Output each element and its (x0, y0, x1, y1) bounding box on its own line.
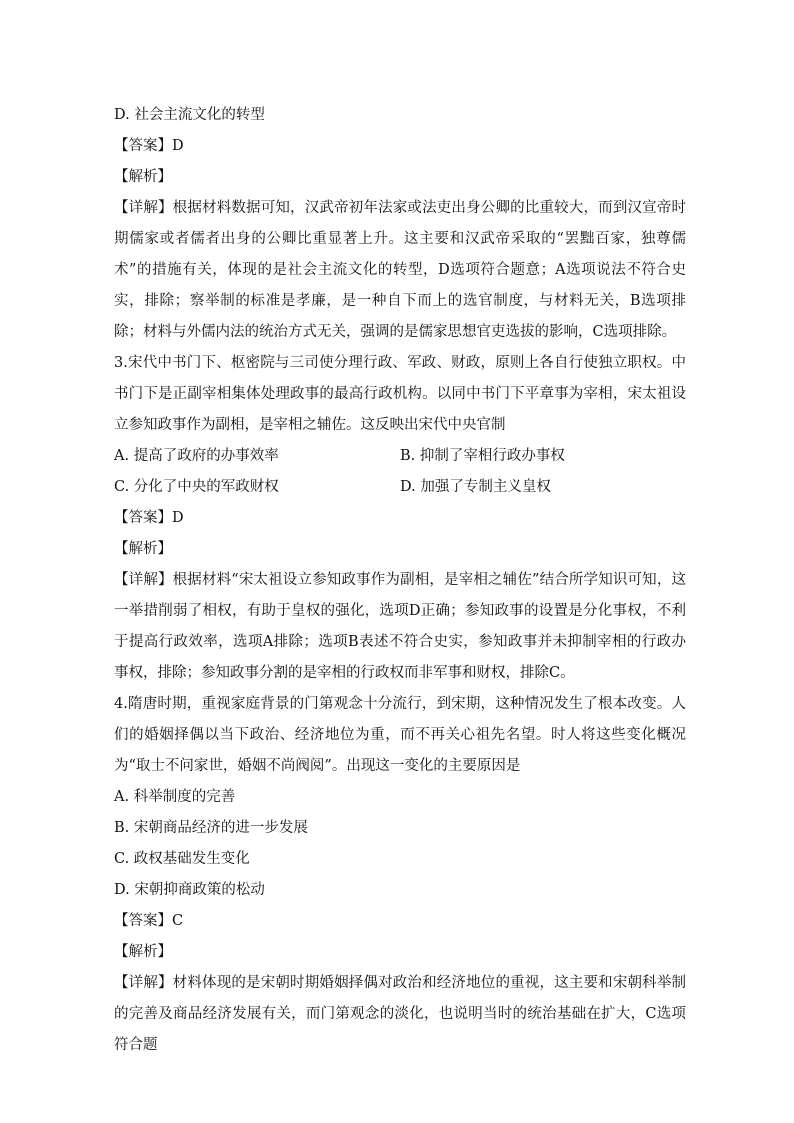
q3-option-a: A. 提高了政府的办事效率 (114, 448, 279, 464)
q3-option-d: D. 加强了专制主义皇权 (400, 479, 551, 495)
q4-option-d: D. 宋朝抑商政策的松动 (114, 882, 265, 898)
q4-option-b: B. 宋朝商品经济的进一步发展 (114, 820, 308, 836)
q3-answer: 【答案】D (114, 510, 184, 526)
q3-detail: 【详解】根据材料“宋太祖设立参知政事作为副相，是宰相之辅佐”结合所学知识可知，这一举措削弱了相权，有助于皇权的强化，选项D正确；参知政事的设置是分化事权，不利于提高行政效率，选项A排除；选项B表述不符合史实，参知政事并未抑制宰相的行政办事权，排除；参知政事分割的是宰相的行政权而非军事和财权，排除C。 (114, 572, 686, 681)
q3-stem: 3.宋代中书门下、枢密院与三司使分理行政、军政、财政，原则上各自行使独立职权。中书门下是正副宰相集体处理政事的最高行政机构。以同中书门下平章事为宰相，宋太祖设立参知政事作为副相，是宰相之辅佐。这反映出宋代中央官制 (114, 355, 686, 433)
q2-detail: 【详解】根据材料数据可知，汉武帝初年法家或法吏出身公卿的比重较大，而到汉宣帝时期儒家或者儒者出身的公卿比重显著上升。这主要和汉武帝采取的“罢黜百家，独尊儒术”的措施有关，体现的是社会主流文化的转型，D选项符合题意；A选项说法不符合史实，排除；察举制的标准是孝廉，是一种自下而上的选官制度，与材料无关，B选项排除；材料与外儒内法的统治方式无关，强调的是儒家思想官吏选拔的影响，C选项排除。 (114, 200, 686, 340)
q3-options-row-2 (114, 472, 686, 503)
q4-stem: 4.隋唐时期，重视家庭背景的门第观念十分流行，到宋期，这种情况发生了根本改变。人们的婚姻择偶以当下政治、经济地位为重，而不再关心祖先名望。时人将这些变化概况为“取士不问家世，婚姻不尚阀阅”。出现这一变化的主要原因是 (114, 696, 686, 774)
q2-answer: 【答案】D (114, 138, 184, 154)
q3-analysis-title: 【解析】 (114, 541, 172, 557)
q3-option-c: C. 分化了中央的军政财权 (114, 479, 279, 495)
q4-answer: 【答案】C (114, 913, 184, 929)
q4-option-c: C. 政权基础发生变化 (114, 851, 250, 867)
q4-analysis-title: 【解析】 (114, 944, 172, 960)
document-page (114, 100, 686, 1061)
q3-option-b: B. 抑制了宰相行政办事权 (400, 448, 565, 464)
q2-option-d: D. 社会主流文化的转型 (114, 107, 265, 123)
q4-option-a: A. 科举制度的完善 (114, 789, 236, 805)
q3-options-row-1 (114, 441, 686, 472)
q2-analysis-title: 【解析】 (114, 169, 172, 185)
q4-detail: 【详解】材料体现的是宋朝时期婚姻择偶对政治和经济地位的重视，这主要和宋朝科举制的完善及商品经济发展有关，而门第观念的淡化，也说明当时的统治基础在扩大，C选项符合题 (114, 975, 686, 1053)
